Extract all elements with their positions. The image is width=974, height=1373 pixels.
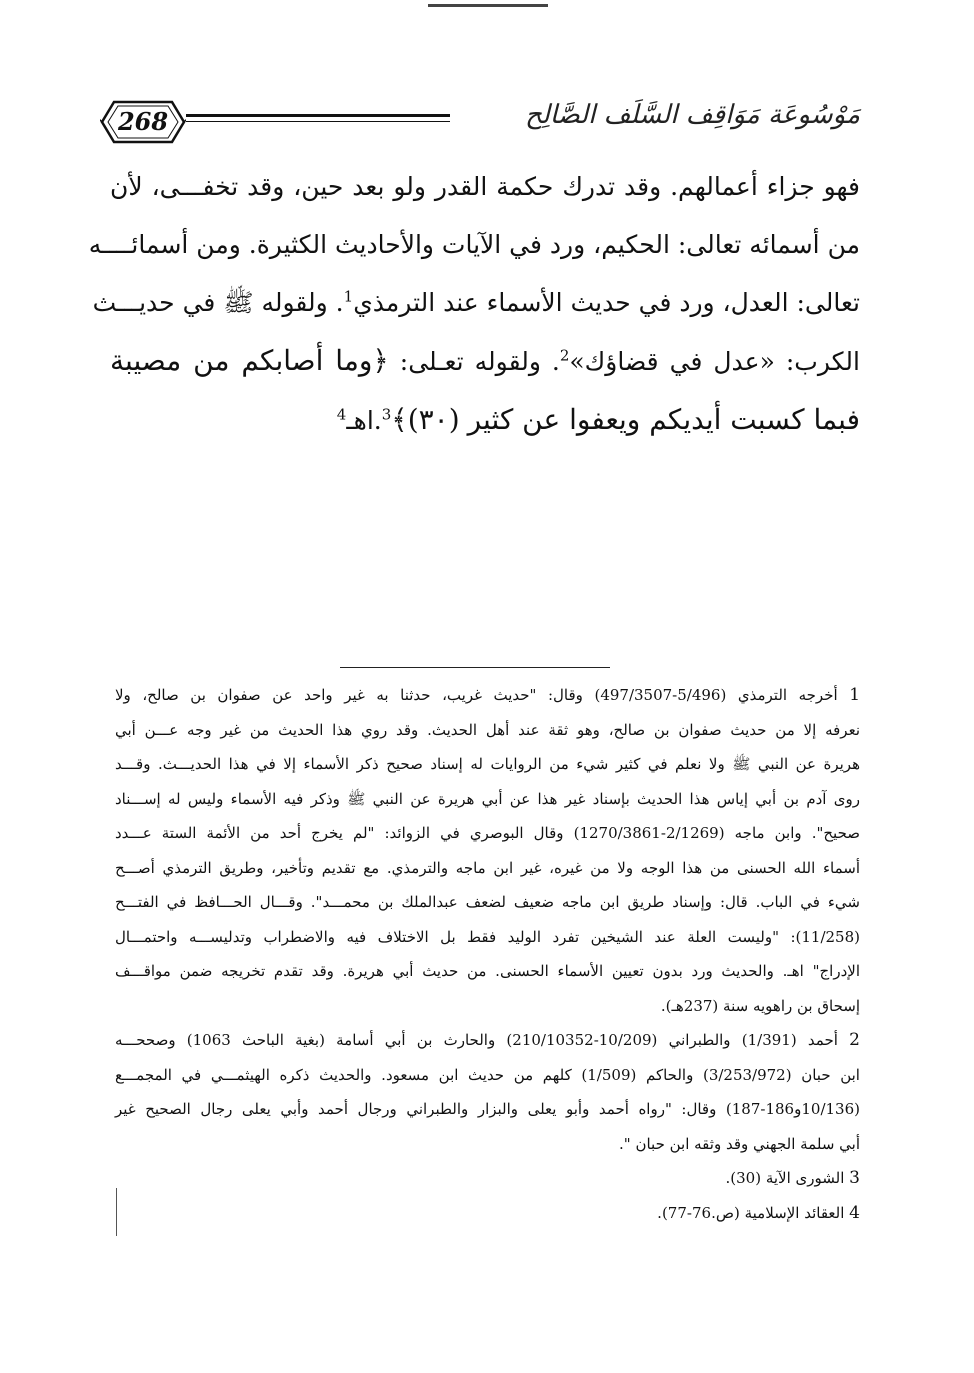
footnote-2-line-1 <box>115 1023 860 1058</box>
footnote-1-line-1 <box>115 678 860 713</box>
footnote-1-number: 1 <box>849 685 861 705</box>
footnote-4 <box>115 1196 860 1231</box>
footnote-2 <box>115 1023 860 1161</box>
footnote-3-number: 3 <box>849 1168 860 1188</box>
text-line-4-end: . ولقوله تعـلى: <box>399 347 560 376</box>
quran-verse-end: فبما كسبت أيديكم ويعفوا عن كثير <box>467 403 860 436</box>
text-line-3 <box>92 274 860 332</box>
footnote-2-number: 2 <box>849 1030 860 1050</box>
footnote-2-text: أحمد (1/391) والطبراني (10/209-210/10352) والحارث بن أبي أسامة (بغية الباحث 1063) وصححـــه <box>115 1031 838 1049</box>
footnote-1-line-10: إسحاق بن راهويه سنة (237هـ). <box>660 996 860 1015</box>
footnote-1-line-4: روى آدم بن أبي إياس هذا الحديث بإسناد غير هذا عن أبي هريرة عن النبي ﷺ وذكر فيه الأسماء وليس له إســـناد <box>115 789 860 808</box>
text-line-4 <box>110 332 860 391</box>
footnote-1-line-9: الإدراج" اهـ. والحديث ورد بدون تعيين الأسماء الحسنى. من حديث أبي هريرة. وقد تقدم تخريجه ضمن مواقـــف <box>115 962 860 980</box>
footnote-4-text: العقائد الإسلامية (ص.76-77). <box>657 1203 845 1222</box>
footnote-1-line-2: نعرفه إلا من حديث صفوان بن صالح، وهو ثقة عند أهل الحديث. وقد روي هذا الحديث من غير وجه عـــن أبي <box>115 720 860 739</box>
footnote-1-line-6: أسماء الله الحسنى من هذا الوجه ولا من غيره، غير ابن ماجه والترمذي. مع تقديم وتأخير، وطريق الترمذي أصـــح <box>115 858 860 877</box>
footnote-3-text: الشورى الآية (30). <box>725 1169 845 1187</box>
footnote-1-line-3: هريرة عن النبي ﷺ ولا نعلم في كثير شيء من الروايات له إسناد صحيح ذكر الأسماء إلا في هذا الحديـــث. وقـــد <box>115 755 860 773</box>
footnote-separator <box>340 667 610 668</box>
text-line-3-start: تعالى: العدل، ورد في حديث الأسماء عند الترمذي <box>353 288 860 317</box>
footnote-4-line-1 <box>115 1196 860 1231</box>
page-number: 268 <box>117 107 169 136</box>
text-line-1: فهو جزاء أعمالهم. وقد تدرك حكمة القدر ولو بعد حين، وقد تخفـــى، لأن <box>110 172 860 201</box>
footnote-ref-2[interactable]: 2 <box>559 346 570 365</box>
footnote-1-text: أخرجه الترمذي (5/496-497/3507) وقال: "حديث غريب، حدثنا به غير واحد عن صفوان بن صالح، ولا <box>115 686 838 704</box>
footnote-ref-4[interactable]: 4 <box>336 405 347 424</box>
text-line-2: من أسمائه تعالى: الحكيم، ورد في الآيات والأحاديث الكثيرة. ومن أسمائــــه <box>88 230 860 259</box>
ayah-number-marker: (٣٠) <box>407 403 460 436</box>
footnote-1-line-5: صحيح". وابن ماجه (2/1269-1270/3861) وقال البوصري في الزوائد: "لم يخرج أحد من الأئمة الستة عـــدد <box>115 824 860 842</box>
footnote-4-number: 4 <box>849 1202 860 1223</box>
text-line-5-end: .اهـ <box>346 406 382 435</box>
footnote-1-line-7: شيء في الباب. قال: وإسناد طريق ابن ماجه ضعيف لضعف عبدالملك بن محمـــد". وقـــال الحـــافظ في الفتـــح <box>115 893 860 911</box>
header-rule <box>186 114 450 122</box>
page-number-badge <box>100 98 186 146</box>
footnote-ref-1[interactable]: 1 <box>343 287 354 306</box>
quran-verse-start: ﴿وما أصابكم من مصيبة <box>110 344 389 377</box>
footnote-1-line-8: (11/258): "وليست العلة عند الشيخين تفرد الوليد فقط بل الاختلاف فيه والاضطراب وتدليســـه واحتمـــال <box>115 927 860 946</box>
text-line-5 <box>110 391 860 450</box>
main-text <box>88 158 860 450</box>
footnote-ref-3[interactable]: 3 <box>381 405 392 424</box>
footnote-1 <box>115 678 860 1023</box>
book-title: مَوْسُوعَة مَوَاقِف السَّلَف الصَّالِح <box>525 100 860 130</box>
footnote-2-line-4: أبي سلمة الجهني وقد وثقه ابن حبان ". <box>619 1134 860 1153</box>
footnotes <box>115 678 860 1230</box>
footnote-2-line-2: ابن حبان (3/253/972) والحاكم (1/509) كلهم من حديث ابن مسعود. والحديث ذكره الهيثمـــي في المجمـــع <box>115 1065 860 1084</box>
scan-margin-mark <box>116 1188 117 1236</box>
footnote-3-line-1 <box>115 1161 860 1196</box>
page-header <box>100 98 860 150</box>
text-line-4-start: الكرب: «عدل في قضاؤك» <box>569 347 860 376</box>
text-line-3-end: . ولقوله ﷺ في حديـــث <box>92 288 344 317</box>
footnote-3 <box>115 1161 860 1196</box>
footnote-2-line-3: (10/136و186-187) وقال: "رواه أحمد وأبو يعلى والبزار والطبراني ورجال أحمد وأبي يعلى رجال الصحيح غير <box>115 1100 860 1118</box>
top-edge-mark <box>428 4 548 7</box>
quran-close-bracket: ﴾ <box>391 403 408 436</box>
